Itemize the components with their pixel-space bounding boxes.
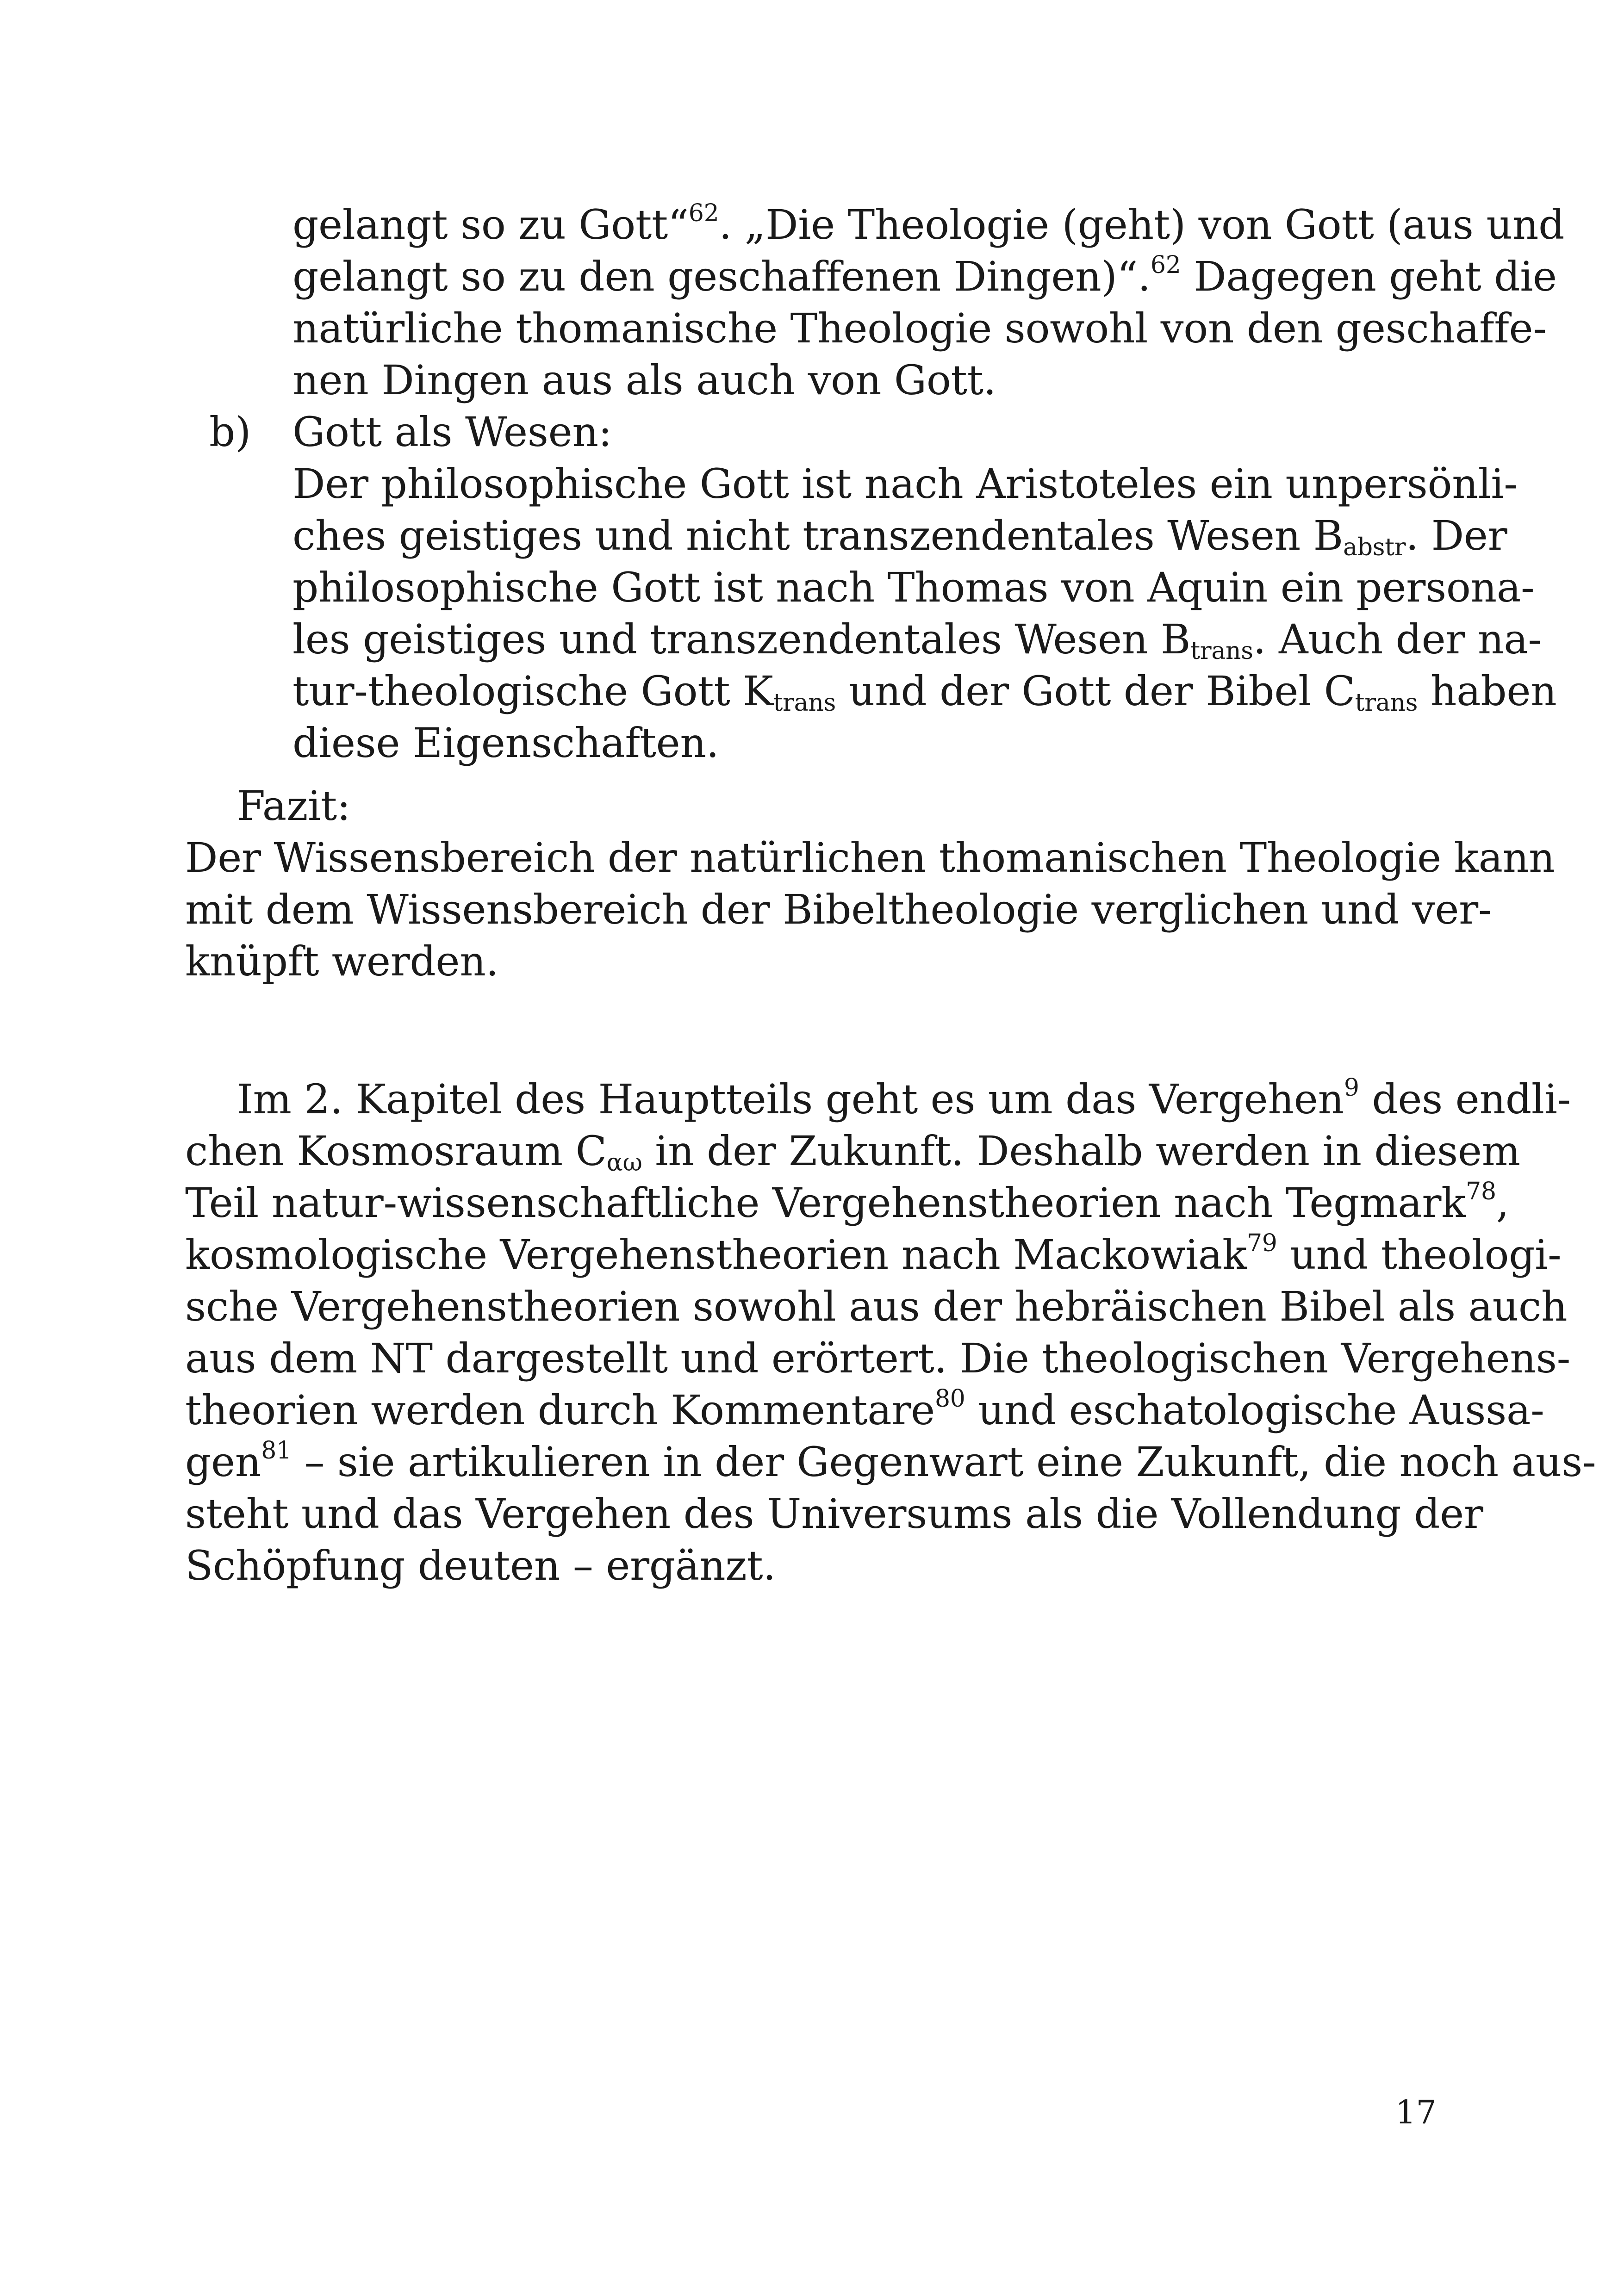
text-line: natürliche thomanische Theologie sowohl von den geschaffe-: [292, 304, 1547, 352]
text-run: Teil natur-wissenschaftliche Vergehenstheorien nach Tegmark: [185, 1179, 1466, 1227]
text-line: [292, 614, 1542, 665]
text-run: tur-theologische Gott K: [292, 667, 773, 715]
section-heading: Gott als Wesen:: [292, 408, 612, 456]
text-line: [292, 199, 1565, 251]
text-line: Schöpfung deuten – ergänzt.: [185, 1542, 776, 1589]
footnote-ref: 62: [688, 199, 719, 227]
text-line: [185, 1229, 1562, 1281]
list-label: b): [209, 408, 251, 456]
text-line: [185, 1177, 1509, 1229]
text-line: [185, 1384, 1544, 1436]
subscript: trans: [773, 689, 836, 717]
text-run: ches geistiges und nicht transzendentales Wesen B: [292, 512, 1344, 559]
text-line: Der Wissensbereich der natürlichen thomanischen Theologie kann: [185, 834, 1555, 881]
text-run: Im 2. Kapitel des Hauptteils geht es um das Vergehen: [237, 1075, 1344, 1123]
text-line: [292, 510, 1507, 562]
footnote-ref: 79: [1247, 1229, 1277, 1257]
subscript: trans: [1190, 637, 1253, 665]
text-line: [292, 665, 1557, 717]
text-run: . Auch der na-: [1253, 615, 1542, 663]
text-line: sche Vergehenstheorien sowohl aus der hebräischen Bibel als auch: [185, 1283, 1568, 1330]
text-run: Dagegen geht die: [1181, 253, 1557, 300]
footnote-ref: 80: [934, 1385, 965, 1413]
text-run: les geistiges und transzendentales Wesen B: [292, 615, 1191, 663]
text-run: und eschatologische Aussa-: [965, 1386, 1544, 1434]
text-line: [237, 1074, 1571, 1125]
text-line: [292, 251, 1557, 303]
text-run: kosmologische Vergehenstheorien nach Mackowiak: [185, 1231, 1247, 1278]
text-run: theorien werden durch Kommentare: [185, 1386, 935, 1434]
footnote-ref: 9: [1344, 1074, 1359, 1102]
text-line: philosophische Gott ist nach Thomas von Aquin ein persona-: [292, 564, 1535, 611]
text-run: und der Gott der Bibel C: [835, 667, 1355, 715]
text-run: haben: [1418, 667, 1557, 715]
text-run: chen Kosmosraum C: [185, 1127, 607, 1175]
text-run: des endli-: [1359, 1075, 1571, 1123]
text-line: steht und das Vergehen des Universums als die Vollendung der: [185, 1490, 1483, 1538]
text-run: und theologi-: [1277, 1231, 1562, 1278]
page-number: 17: [1395, 2093, 1437, 2131]
text-line: aus dem NT dargestellt und erörtert. Die theologischen Vergehens-: [185, 1334, 1571, 1382]
text-line: mit dem Wissensbereich der Bibeltheologie verglichen und ver-: [185, 886, 1492, 933]
text-line: Der philosophische Gott ist nach Aristoteles ein unpersönli-: [292, 460, 1518, 508]
subscript: trans: [1355, 689, 1418, 717]
footnote-ref: 81: [261, 1437, 292, 1464]
footnote-ref: 62: [1150, 251, 1181, 279]
text-run: gelangt so zu Gott“: [292, 201, 689, 248]
text-run: gen: [185, 1438, 261, 1486]
text-line: knüpft werden.: [185, 937, 499, 985]
text-run: . Der: [1406, 512, 1507, 559]
subscript: abstr: [1343, 534, 1406, 561]
text-run: . „Die Theologie (geht) von Gott (aus und: [719, 201, 1565, 248]
text-line: nen Dingen aus als auch von Gott.: [292, 356, 996, 404]
footnote-ref: 78: [1466, 1178, 1496, 1205]
text-line: [185, 1436, 1596, 1488]
fazit-heading: Fazit:: [237, 782, 351, 830]
text-run: in der Zukunft. Deshalb werden in diesem: [642, 1127, 1520, 1175]
text-run: – sie artikulieren in der Gegenwart eine Zukunft, die noch aus-: [291, 1438, 1596, 1486]
text-line: [185, 1125, 1520, 1177]
text-run: gelangt so zu den geschaffenen Dingen)“.: [292, 253, 1151, 300]
subscript: αω: [606, 1149, 642, 1177]
text-line: diese Eigenschaften.: [292, 719, 719, 767]
text-run: ,: [1496, 1179, 1509, 1227]
